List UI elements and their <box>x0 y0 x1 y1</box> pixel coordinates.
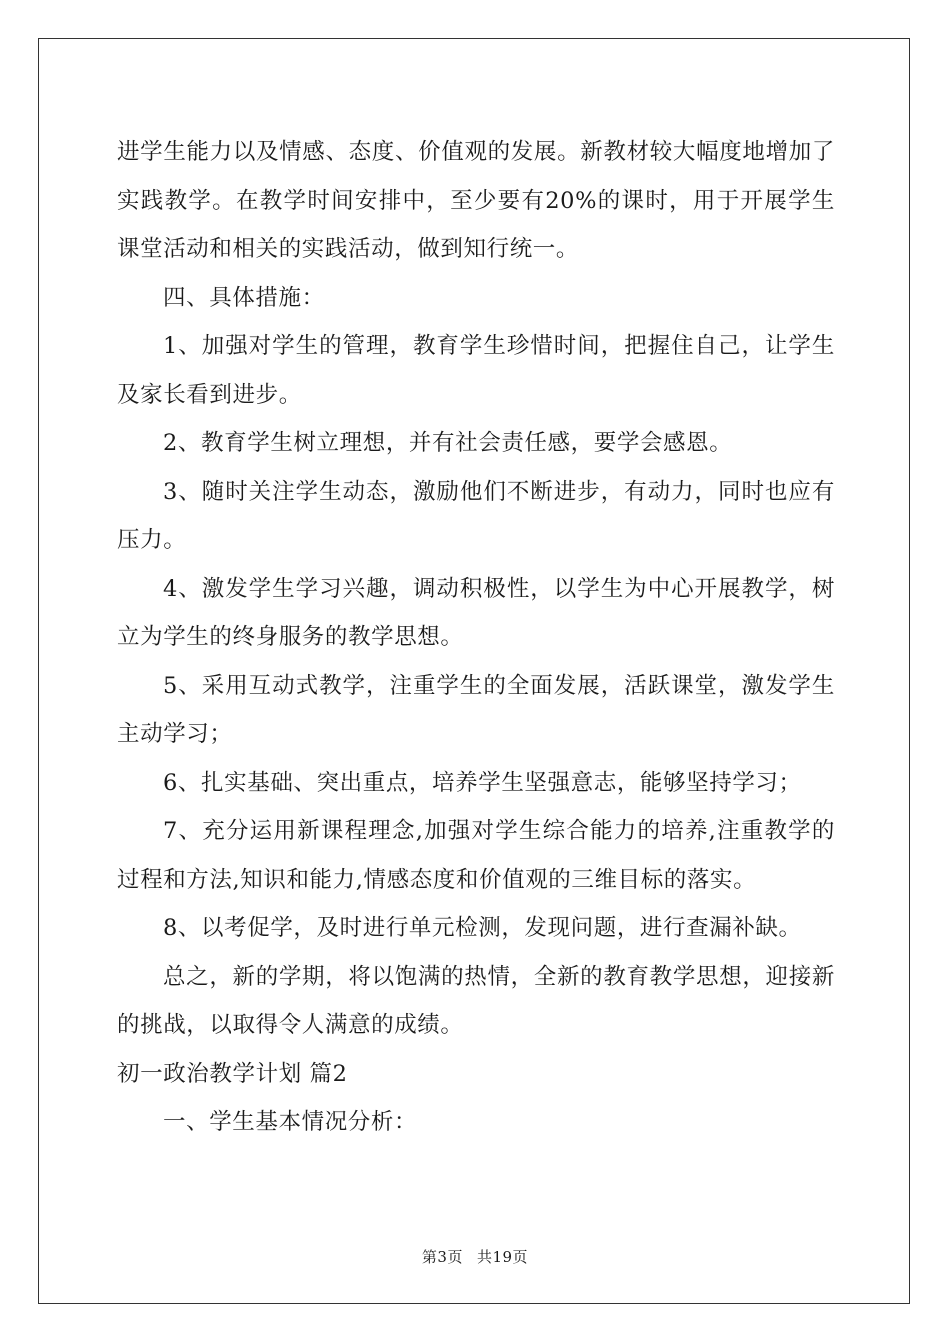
page-footer <box>0 1247 950 1267</box>
list-item: 2、教育学生树立理想，并有社会责任感，要学会感恩。 <box>163 430 733 456</box>
article-title: 初一政治教学计划 篇2 <box>117 1060 348 1087</box>
conclusion-paragraph: 总之，新的学期，将以饱满的热情，全新的教育教学思想，迎接新的挑战，以取得令人满意的成绩。 <box>117 963 835 1038</box>
section-heading: 四、具体措施： <box>163 284 325 311</box>
page-total: 共19页 <box>476 1248 529 1266</box>
paragraph: 进学生能力以及情感、态度、价值观的发展。新教材较大幅度地增加了实践教学。在教学时间安排中，至少要有20%的课时，用于开展学生课堂活动和相关的实践活动，做到知行统一。 <box>117 139 835 262</box>
list-item: 4、激发学生学习兴趣，调动积极性，以学生为中心开展教学，树立为学生的终身服务的教学思想。 <box>117 575 835 650</box>
list-item: 6、扎实基础、突出重点，培养学生坚强意志，能够坚持学习； <box>163 769 802 796</box>
list-item: 3、随时关注学生动态，激励他们不断进步，有动力，同时也应有压力。 <box>117 478 835 553</box>
section-heading: 一、学生基本情况分析： <box>163 1109 418 1135</box>
list-item: 5、采用互动式教学，注重学生的全面发展，活跃课堂，激发学生主动学习； <box>117 672 835 747</box>
page-number: 第3页 <box>421 1248 463 1266</box>
list-item: 7、充分运用新课程理念,加强对学生综合能力的培养,注重教学的过程和方法,知识和能力,情感态度和价值观的三维目标的落实。 <box>117 818 835 893</box>
list-item: 1、加强对学生的管理，教育学生珍惜时间，把握住自己，让学生及家长看到进步。 <box>117 333 835 408</box>
document-body <box>117 128 835 1147</box>
list-item: 8、以考促学，及时进行单元检测，发现问题，进行查漏补缺。 <box>163 915 802 941</box>
